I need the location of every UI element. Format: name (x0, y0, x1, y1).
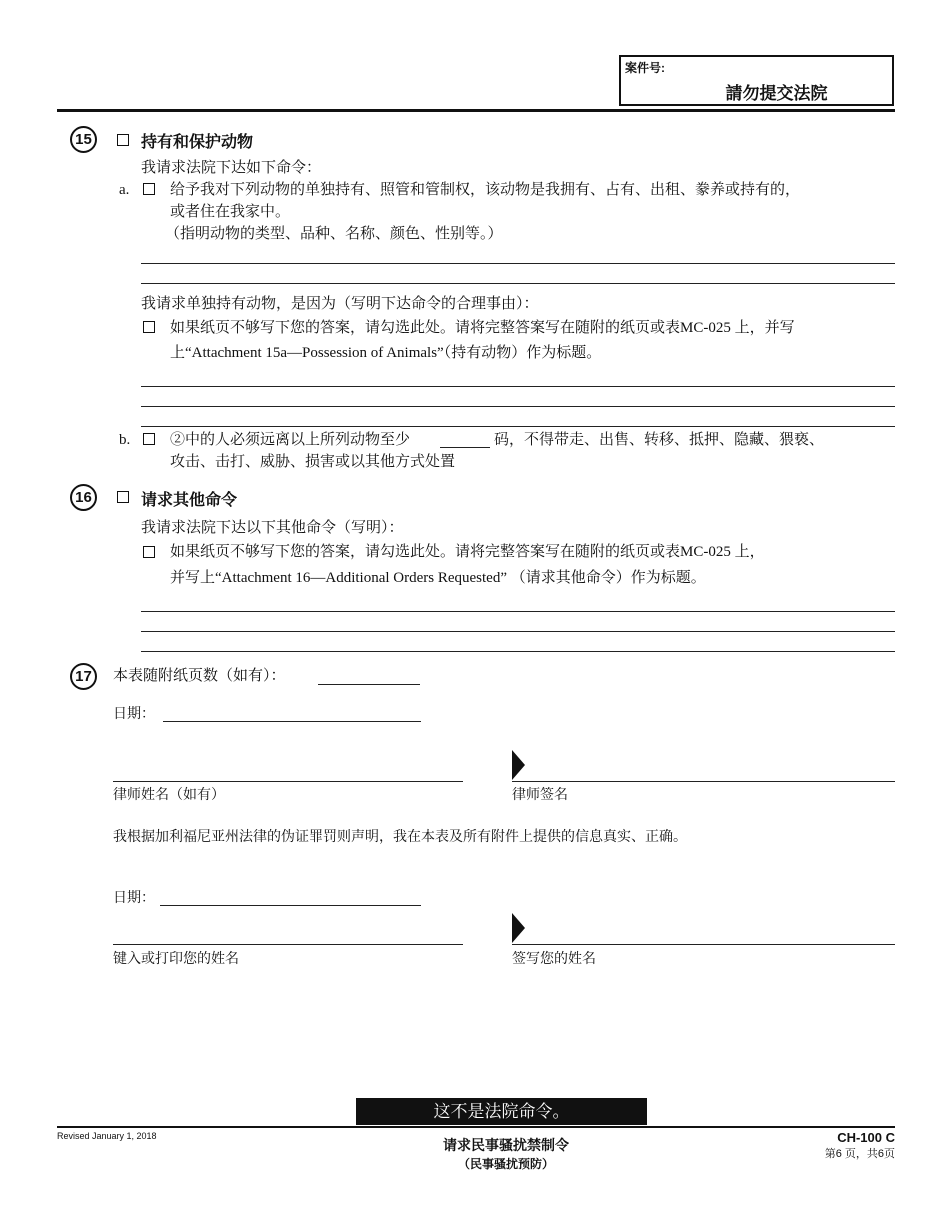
item-15a-label: a. (119, 182, 130, 198)
footer-divider (57, 1126, 895, 1128)
declarant-date-label: 日期： (113, 891, 155, 906)
item-16-checkbox[interactable] (117, 491, 129, 503)
item-15a-attachment-line2: 上“Attachment 15a—Possession of Animals”（持有动物）作为标题。 (170, 345, 602, 361)
item-17-pages-field[interactable] (318, 684, 420, 685)
signature-label: 签写您的姓名 (512, 952, 596, 967)
item-16-write-line-3[interactable] (141, 651, 895, 652)
print-name-field[interactable] (113, 944, 463, 945)
item-17-date-label: 日期： (113, 707, 155, 722)
item-15a-attachment-line1: 如果纸页不够写下您的答案，请勾选此处。请将完整答案写在随附的纸页或表MC-025 上，并写 (170, 320, 795, 336)
sign-here-arrow-icon (512, 750, 525, 780)
item-15-title: 持有和保护动物 (141, 134, 254, 151)
item-15a-reason-line-1[interactable] (141, 386, 895, 387)
item-15a-write-line-1[interactable] (141, 263, 895, 264)
item-15b-text-post: 码，不得带走、出售、转移、抵押、隐藏、猥亵、 (494, 432, 825, 448)
item-15a-instruction: （指明动物的类型、品种、名称、颜色、性别等。） (165, 226, 503, 242)
item-17-pages-label: 本表随附纸页数（如有）： (113, 668, 286, 684)
item-16-attachment-line2: 并写上“Attachment 16—Additional Orders Requested” （请求其他命令）作为标题。 (170, 570, 706, 586)
item-17-number: 17 (70, 663, 97, 690)
lawyer-signature-label: 律师签名 (512, 788, 568, 803)
item-15a-attachment-checkbox[interactable] (143, 321, 155, 333)
item-15a-reason-line-3[interactable] (141, 426, 895, 427)
revised-date: Revised January 1, 2018 (57, 1131, 157, 1141)
item-15-checkbox[interactable] (117, 134, 129, 146)
item-15a-reason-line-2[interactable] (141, 406, 895, 407)
lawyer-name-label: 律师姓名（如有） (113, 788, 225, 803)
item-16-number: 16 (70, 484, 97, 511)
item-16-attachment-checkbox[interactable] (143, 546, 155, 558)
item-16-write-line-1[interactable] (141, 611, 895, 612)
form-id: CH-100 C (837, 1130, 895, 1145)
item-16-title: 请求其他命令 (141, 492, 238, 509)
sign-here-arrow-icon-2 (512, 913, 525, 943)
top-divider (57, 109, 895, 112)
case-number-label: 案件号: (625, 61, 665, 75)
item-17-date-field[interactable] (163, 721, 421, 722)
print-name-label: 键入或打印您的姓名 (113, 952, 239, 967)
item-15-intro: 我请求法院下达如下命令： (141, 160, 322, 176)
do-not-file-text: 請勿提交法院 (725, 84, 828, 103)
item-15b-text-pre: ②中的人必须远离以上所列动物至少 (170, 432, 411, 448)
form-subtitle: （民事骚扰预防） (457, 1157, 554, 1171)
item-15b-label: b. (119, 432, 131, 448)
lawyer-signature-field[interactable] (512, 781, 895, 782)
item-15a-checkbox[interactable] (143, 183, 155, 195)
item-16-intro: 我请求法院下达以下其他命令（写明）： (141, 520, 404, 536)
item-15a-text-line1: 给予我对下列动物的单独持有、照管和管制权，该动物是我拥有、占有、出租、豢养或持有的， (170, 182, 801, 198)
page-number: 第6 页，共6页 (824, 1148, 895, 1160)
item-16-attachment-line1: 如果纸页不够写下您的答案，请勾选此处。请将完整答案写在随附的纸页或表MC-025 上， (170, 544, 765, 560)
perjury-declaration: 我根据加利福尼亚州法律的伪证罪罚则声明，我在本表及所有附件上提供的信息真实、正确。 (113, 830, 687, 845)
item-15-number: 15 (70, 126, 97, 153)
item-15b-checkbox[interactable] (143, 433, 155, 445)
item-15a-text-line2: 或者住在我家中。 (170, 204, 291, 220)
item-15a-write-line-2[interactable] (141, 283, 895, 284)
item-15b-text-line2: 攻击、击打、威胁、损害或以其他方式处置 (170, 454, 456, 470)
lawyer-name-field[interactable] (113, 781, 463, 782)
item-16-write-line-2[interactable] (141, 631, 895, 632)
case-number-box[interactable] (619, 55, 894, 106)
not-a-court-order-banner: 这不是法院命令。 (356, 1098, 647, 1125)
declarant-date-field[interactable] (160, 905, 421, 906)
item-15b-yards-field[interactable] (440, 447, 490, 448)
item-15a-reason-text: 我请求单独持有动物，是因为（写明下达命令的合理事由）： (141, 296, 539, 312)
signature-field[interactable] (512, 944, 895, 945)
form-title: 请求民事骚扰禁制令 (443, 1137, 569, 1153)
